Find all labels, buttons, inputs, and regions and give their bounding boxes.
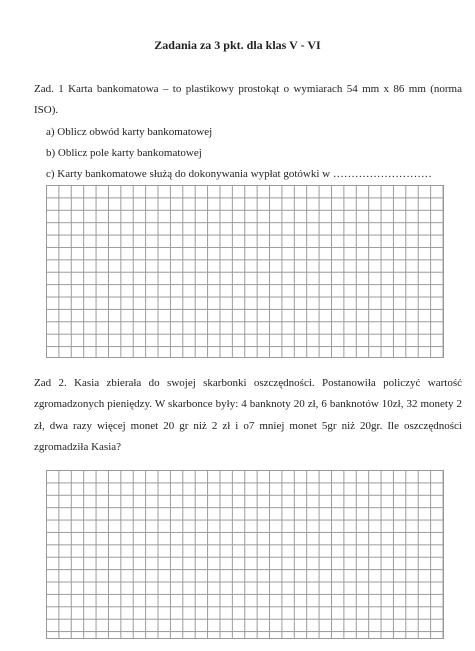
exercise-1-part-c: c) Karty bankomatowe służą do dokonywania wypłat gotówki w ……………………… — [46, 168, 432, 181]
exercise-1-part-b: b) Oblicz pole karty bankomatowej — [46, 146, 202, 159]
answer-grid-2[interactable] — [46, 470, 444, 639]
exercise-1-part-a: a) Oblicz obwód karty bankomatowej — [46, 125, 213, 138]
exercise-1 — [34, 79, 462, 185]
exercise-1-intro: Zad. 1 Karta bankomatowa – to plastikowy prostokąt o wymiarach 54 mm x 86 mm (norma ISO). — [34, 83, 462, 117]
page-title: Zadania za 3 pkt. dla klas V - VI — [154, 38, 321, 52]
answer-grid-1[interactable] — [46, 185, 444, 358]
exercise-2: Zad 2. Kasia zbierała do swojej skarbonki oszczędności. Postanowiła policzyć wartość zgromadzonych pieniędzy. W skarbonce były: 4 banknoty 20 zł, 6 banknotów 10zł, 32 monety 2 zł, dwa razy więcej monet 20 gr niż 2 zł i o7 mniej monet 5gr niż 20gr. Ile oszczędności zgromadziła Kasia? — [34, 377, 462, 453]
